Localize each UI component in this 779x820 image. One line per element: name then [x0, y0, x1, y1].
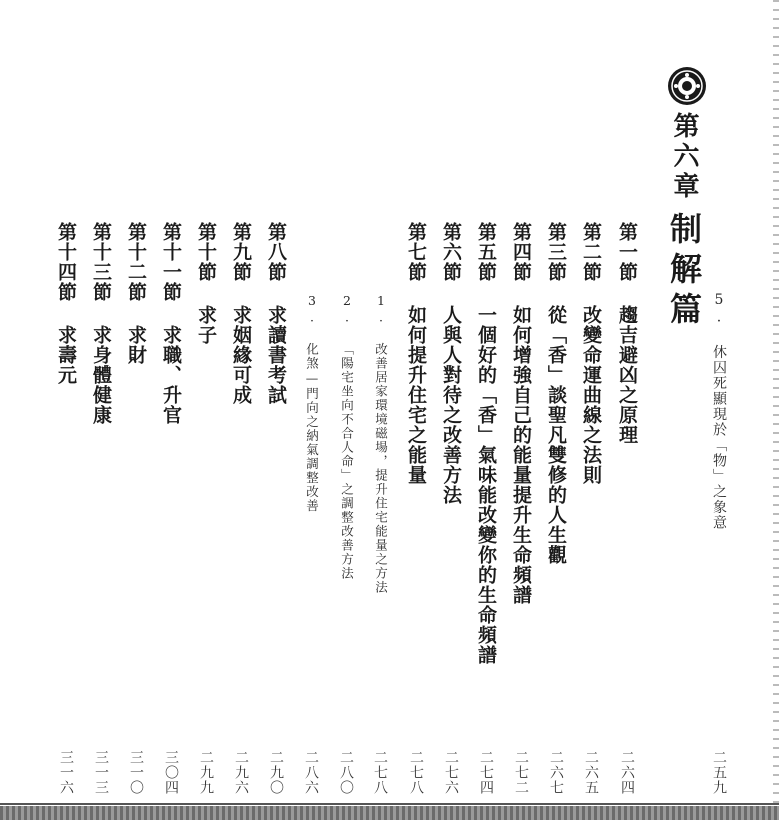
toc-subitem[interactable]: 1. 改善居家環境磁場，提升住宅能量之方法: [373, 293, 389, 595]
page-number: 二七四: [478, 750, 494, 795]
page-number: 二七八: [372, 750, 388, 795]
chapter-ornament-icon: [667, 66, 707, 106]
toc-entry[interactable]: 第十節 求子: [195, 222, 217, 345]
page-number: 三一六: [58, 750, 74, 795]
toc-entry[interactable]: 第一節 趨吉避凶之原理: [616, 222, 638, 445]
bottom-border-pattern: [0, 806, 779, 820]
chapter-title: 制解篇: [665, 212, 703, 332]
toc-entry[interactable]: 第八節 求讀書考試: [265, 222, 287, 405]
toc-entry[interactable]: 第七節 如何提升住宅之能量: [405, 222, 427, 485]
toc-entry[interactable]: 第五節 一個好的「香」氣味能改變你的生命頻譜: [475, 222, 497, 665]
page-number: 二八六: [303, 750, 319, 795]
toc-entry[interactable]: 第三節 從「香」談聖凡雙修的人生觀: [545, 222, 567, 565]
page-number: 三〇四: [163, 750, 179, 795]
toc-subitem[interactable]: 2. 「陽宅坐向不合人命」之調整改善方法: [339, 293, 355, 581]
toc-entry[interactable]: 第十四節 求壽元: [55, 222, 77, 385]
toc-entry[interactable]: 第九節 求姻緣可成: [230, 222, 252, 405]
toc-entry[interactable]: 第十二節 求財: [125, 222, 147, 365]
page-number: 二九〇: [268, 750, 284, 795]
page-number: 二九六: [233, 750, 249, 795]
toc-entry[interactable]: 第十三節 求身體健康: [90, 222, 112, 425]
page-number: 二七八: [408, 750, 424, 795]
page-number: 二七二: [513, 750, 529, 795]
toc-entry[interactable]: 第十一節 求職、升官: [160, 222, 182, 425]
toc-subitem[interactable]: 3. 化煞—門向之納氣調整改善: [304, 293, 320, 513]
bottom-rule: [0, 803, 779, 805]
page-number: 二九九: [198, 750, 214, 795]
page-number: 三一三: [93, 750, 109, 795]
page-edge-decoration: [773, 0, 779, 806]
page-number: 二八〇: [338, 750, 354, 795]
page-number: 二六七: [548, 750, 564, 795]
page-number: 二六四: [619, 750, 635, 795]
page-number: 二五九: [711, 750, 727, 795]
page-number: 二六五: [583, 750, 599, 795]
toc-entry[interactable]: 第六節 人與人對待之改善方法: [440, 222, 462, 505]
page-number: 三一〇: [128, 750, 144, 795]
toc-subitem: 5. 休囚死顯現於「物」之象意: [711, 292, 727, 531]
toc-entry[interactable]: 第二節 改變命運曲線之法則: [580, 222, 602, 485]
toc-entry[interactable]: 第四節 如何增強自己的能量提升生命頻譜: [510, 222, 532, 605]
page-number: 二七六: [443, 750, 459, 795]
chapter-label: 第六章: [669, 112, 699, 202]
